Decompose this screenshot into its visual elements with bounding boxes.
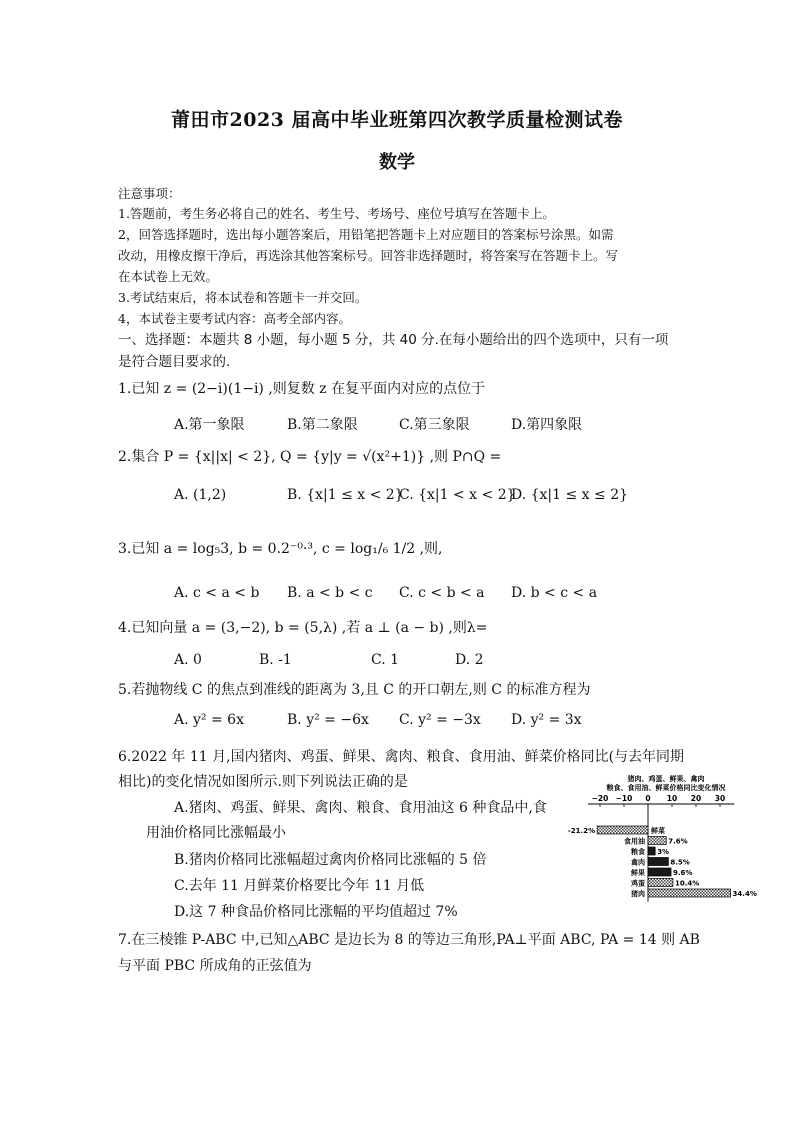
notice-item: 在本试卷上无效。 bbox=[118, 269, 219, 284]
price-change-chart bbox=[556, 772, 776, 907]
q4-option-c: C. 1 bbox=[371, 652, 400, 668]
bar bbox=[648, 847, 655, 855]
category-label: 鲜菜 bbox=[651, 827, 665, 835]
exam-title: 莆田市2023 届高中毕业班第四次教学质量检测试卷 bbox=[171, 109, 623, 131]
section-heading-cont: 是符合题目要求的. bbox=[118, 354, 231, 370]
chart-title-line1: 猪肉、鸡蛋、鲜果、禽肉 bbox=[627, 775, 705, 783]
q3-option-c: C. c < b < a bbox=[399, 585, 485, 601]
x-tick-label: 0 bbox=[645, 794, 651, 803]
notice-item: 4，本试卷主要考试内容：高考全部内容。 bbox=[118, 311, 351, 326]
q5-option-d: D. y² = 3x bbox=[511, 712, 582, 728]
x-tick-label: 30 bbox=[714, 794, 726, 803]
subject-title: 数学 bbox=[379, 152, 415, 173]
value-label: 10.4% bbox=[674, 879, 700, 888]
category-label: 鲜果 bbox=[631, 869, 645, 877]
q1-option-d: D.第四象限 bbox=[511, 417, 583, 433]
bar bbox=[648, 837, 666, 845]
bar bbox=[648, 858, 668, 866]
question-7-stem-cont: 与平面 PBC 所成角的正弦值为 bbox=[118, 958, 312, 974]
q5-option-b: B. y² = −6x bbox=[287, 712, 369, 728]
notice-item: 2，回答选择题时，选出每小题答案后，用铅笔把答题卡上对应题目的答案标号涂黑。如需 bbox=[118, 227, 614, 242]
bar bbox=[597, 826, 648, 834]
question-1-stem: 1.已知 z = (2−i)(1−i) ,则复数 z 在复平面内对应的点位于 bbox=[118, 381, 486, 397]
q4-option-d: D. 2 bbox=[455, 652, 484, 668]
bar bbox=[648, 889, 731, 897]
category-label: 猪肉 bbox=[631, 890, 645, 898]
q6-option-d: D.这 7 种食品价格同比涨幅的平均值超过 7% bbox=[174, 904, 458, 920]
q2-option-a: A. (1,2) bbox=[174, 487, 227, 503]
q3-option-a: A. c < a < b bbox=[174, 585, 260, 601]
value-label: 34.4% bbox=[732, 890, 757, 898]
q1-option-b: B.第二象限 bbox=[287, 417, 358, 433]
q2-option-d: D. {x|1 ≤ x ≤ 2} bbox=[511, 487, 629, 503]
q3-option-d: D. b < c < a bbox=[511, 585, 598, 601]
section-heading: 一、选择题：本题共 8 小题，每小题 5 分，共 40 分.在每小题给出的四个选项中，只有一项 bbox=[118, 332, 669, 348]
q6-option-c: C.去年 11 月鲜菜价格要比今年 11 月低 bbox=[174, 878, 425, 894]
category-label: 粮食 bbox=[631, 848, 645, 856]
question-6-stem-cont: 相比)的变化情况如图所示.则下列说法正确的是 bbox=[118, 774, 408, 790]
category-label: 禽肉 bbox=[631, 858, 645, 867]
chart-bars bbox=[568, 826, 757, 898]
value-label: 8.5% bbox=[670, 858, 690, 867]
q5-option-a: A. y² = 6x bbox=[174, 712, 244, 728]
value-label: 7.6% bbox=[668, 837, 688, 846]
q4-option-b: B. -1 bbox=[259, 652, 292, 668]
q3-option-b: B. a < b < c bbox=[287, 585, 373, 601]
question-6-stem: 6.2022 年 11 月,国内猪肉、鸡蛋、鲜果、禽肉、粮食、食用油、鲜菜价格同比(与去年同期 bbox=[118, 749, 685, 765]
q2-option-b: B. {x|1 ≤ x < 2} bbox=[287, 487, 404, 503]
bar bbox=[648, 868, 671, 876]
question-5-stem: 5.若抛物线 C 的焦点到准线的距离为 3,且 C 的开口朝左,则 C 的标准方程为 bbox=[118, 682, 591, 698]
x-tick-label: 10 bbox=[666, 794, 678, 803]
q1-option-a: A.第一象限 bbox=[174, 417, 245, 433]
q6-option-b: B.猪肉价格同比涨幅超过禽肉价格同比涨幅的 5 倍 bbox=[174, 852, 487, 868]
notice-item: 改动，用橡皮擦干净后，再选涂其他答案标号。回答非选择题时，将答案写在答题卡上。写 bbox=[118, 248, 619, 263]
q6-option-a: A.猪肉、鸡蛋、鲜果、禽肉、粮食、食用油这 6 种食品中,食 bbox=[174, 800, 547, 816]
notice-heading: 注意事项： bbox=[118, 186, 181, 201]
value-label: -21.2% bbox=[567, 827, 596, 835]
q4-option-a: A. 0 bbox=[174, 652, 202, 668]
value-label: 9.6% bbox=[673, 869, 693, 877]
x-tick-label: −20 bbox=[591, 794, 609, 803]
question-7-stem: 7.在三棱锥 P-ABC 中,已知△ABC 是边长为 8 的等边三角形,PA⊥平面 ABC, PA = 14 则 AB bbox=[118, 932, 700, 948]
x-tick-label: −10 bbox=[615, 794, 633, 803]
notice-item: 3.考试结束后，将本试卷和答题卡一并交回。 bbox=[118, 290, 368, 305]
q5-option-c: C. y² = −3x bbox=[399, 712, 481, 728]
category-label: 食用油 bbox=[624, 837, 645, 846]
chart-title-line2: 粮食、食用油、鲜菜价格同比变化情况 bbox=[606, 784, 726, 792]
bar bbox=[648, 879, 673, 887]
x-tick-label: 20 bbox=[690, 794, 702, 803]
question-4-stem: 4.已知向量 a = (3,−2), b = (5,λ) ,若 a ⊥ (a − b) ,则λ= bbox=[118, 620, 488, 636]
question-3-stem: 3.已知 a = log₅3, b = 0.2⁻⁰·³, c = log₁/₆ 1/2 ,则, bbox=[118, 541, 443, 557]
category-label: 鸡蛋 bbox=[631, 879, 645, 888]
question-2-stem: 2.集合 P = {x||x| < 2}, Q = {y|y = √(x²+1)} ,则 P∩Q = bbox=[118, 449, 502, 465]
notice-item: 1.答题前，考生务必将自己的姓名、考生号、考场号、座位号填写在答题卡上。 bbox=[118, 206, 555, 221]
q1-option-c: C.第三象限 bbox=[399, 417, 470, 433]
value-label: 3% bbox=[657, 848, 670, 856]
q2-option-c: C. {x|1 < x < 2} bbox=[399, 487, 516, 503]
q6-option-a-cont: 用油价格同比涨幅最小 bbox=[146, 825, 286, 841]
